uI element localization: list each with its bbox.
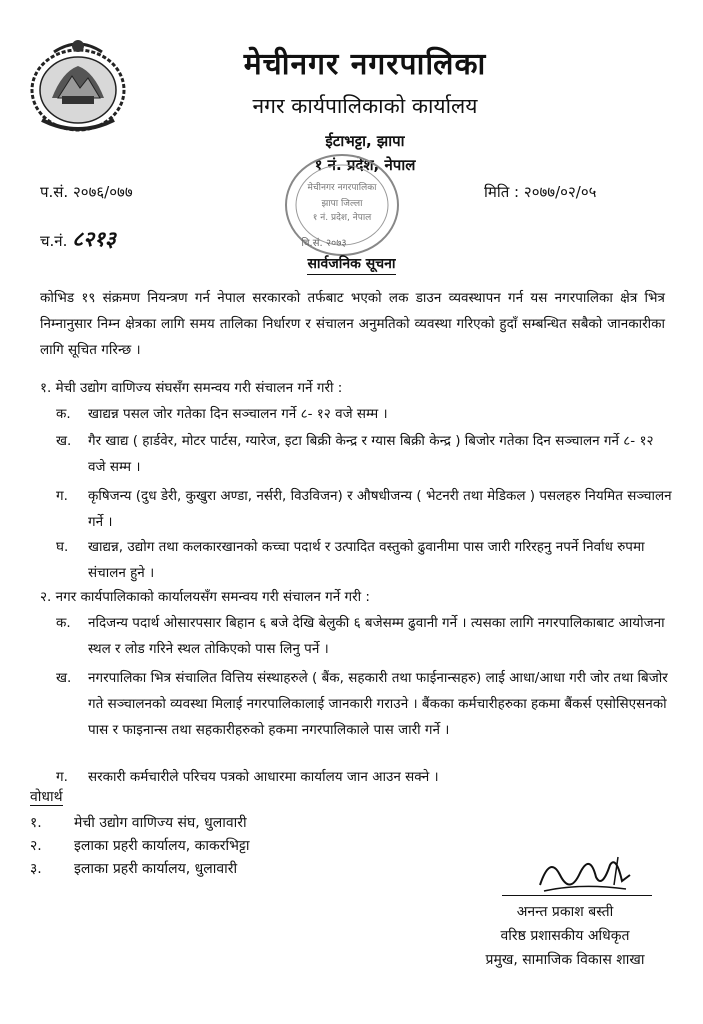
ref-label: प.सं. bbox=[40, 183, 69, 201]
intro-paragraph: कोभिड १९ संक्रमण नियन्त्रण गर्न नेपाल सरकारको तर्फबाट भएको लक डाउन व्यवस्थापन गर्न यस नगरपालिका क्षेत्र भित्र निम्नानुसार निम्न क्षेत्रका लागि समय तालिका निर्धारण र संचालन अनुमतिको व्यवस्था गरिएको हुदाँ सम्बन्धित सबैको जानकारीका लागि सूचित गरिन्छ । bbox=[40, 290, 665, 358]
signature-icon bbox=[530, 845, 640, 900]
chalani-value: ८२१३ bbox=[72, 226, 116, 251]
ref-value: २०७६/०७७ bbox=[72, 183, 133, 201]
list-item: ३. इलाका प्रहरी कार्यालय, धुलावारी bbox=[30, 861, 238, 877]
section-1-heading: १. मेची उद्योग वाणिज्य संघसँग समन्वय गरी संचालन गर्ने गरी : bbox=[40, 380, 343, 396]
list-item: २. इलाका प्रहरी कार्यालय, काकरभिट्टा bbox=[30, 838, 250, 854]
office-stamp bbox=[282, 150, 402, 260]
list-item: क. खाद्यन्न पसल जोर गतेका दिन सञ्चालन गर्ने ८- १२ वजे सम्म । bbox=[56, 406, 388, 422]
stamp-line-1: मेचीनगर नगरपालिका bbox=[307, 183, 377, 193]
date-value: २०७७/०२/०५ bbox=[523, 183, 597, 201]
list-item: घ. खाद्यन्न, उद्योग तथा कलकारखानको कच्चा पदार्थ र उत्पादित वस्तुको ढुवानीमा पास जारी गरिरहनु नपर्ने निर्वाध रुपमा संचालन हुने । bbox=[56, 539, 645, 581]
stamp-line-2: झापा जिल्ला bbox=[321, 199, 363, 209]
list-item: ख. नगरपालिका भित्र संचालित वित्तिय संस्थाहरुले ( बैंक, सहकारी तथा फाईनान्सहरु) लाई आधा/आधा गरी जोर तथा बिजोर गते सञ्चालनको व्यवस्था मिलाई नगरपालिकालाई जानकारी गराउने । बैंकका कर्मचारीहरुका हकमा बैंकर्स एसोसिएसनको पास र फाइनान्स तथा सहकारीहरुको हकमा नगरपालिकाले पास जारी गर्ने । bbox=[56, 670, 668, 738]
list-item: १. मेची उद्योग वाणिज्य संघ, धुलावारी bbox=[30, 815, 247, 831]
list-item: ग. कृषिजन्य (दुध डेरी, कुखुरा अण्डा, नर्सरी, विउविजन) र औषधीजन्य ( भेटनरी तथा मेडिकल ) पसलहरु नियमित सञ्चालन गर्ने । bbox=[56, 488, 672, 530]
notice-title: सार्वजनिक सूचना bbox=[0, 254, 703, 273]
list-item: ग. सरकारी कर्मचारीले परिचय पत्रको आधारमा कार्यालय जान आउन सक्ने । bbox=[56, 769, 439, 785]
signature-line bbox=[502, 895, 652, 896]
page-title: मेचीनगर नगरपालिका bbox=[243, 47, 487, 82]
office-subtitle: नगर कार्यपालिकाको कार्यालय bbox=[252, 94, 478, 118]
signatory-name: अनन्त प्रकाश बस्ती bbox=[516, 904, 614, 920]
issue-date bbox=[484, 182, 596, 202]
list-item: क. नदिजन्य पदार्थ ओसारपसार बिहान ६ बजे देखि बेलुकी ६ बजेसम्म ढुवानी गर्ने । त्यसका लागि नगरपालिकाबाट आयोजना स्थल र लोड गरिने स्थल तोकिएको पास लिनु पर्ने । bbox=[56, 615, 665, 657]
address-line-1: ईटाभट्टा, झापा bbox=[325, 132, 405, 150]
signatory-designation: वरिष्ठ प्रशासकीय अधिकृत bbox=[500, 928, 630, 944]
date-label: मिति : bbox=[484, 183, 520, 201]
chalani-label: च.नं. bbox=[40, 232, 68, 250]
list-item: ख. गैर खाद्य ( हार्डवेर, मोटर पार्टस, ग्यारेज, इटा बिक्री केन्द्र र ग्यास बिक्री केन्द्र ) बिजोर गतेका दिन सञ्चालन गर्ने ८- १२ वजे सम्म । bbox=[56, 433, 654, 475]
government-emblem-icon bbox=[22, 32, 134, 140]
address-line-2: १ नं. प्रदेश, नेपाल bbox=[314, 156, 416, 174]
stamp-line-4: वि.सं. २०७३ bbox=[301, 238, 347, 249]
stamp-line-3: १ नं. प्रदेश, नेपाल bbox=[312, 213, 372, 223]
signatory-department: प्रमुख, सामाजिक विकास शाखा bbox=[485, 952, 645, 968]
cc-heading: वोधार्थ bbox=[30, 789, 63, 805]
dispatch-number bbox=[40, 225, 116, 253]
section-2-heading: २. नगर कार्यपालिकाको कार्यालयसँग समन्वय गरी संचालन गर्ने गरी : bbox=[40, 589, 370, 605]
section-2-list bbox=[40, 610, 680, 790]
section-1-list bbox=[40, 401, 680, 601]
reference-number bbox=[40, 182, 133, 202]
